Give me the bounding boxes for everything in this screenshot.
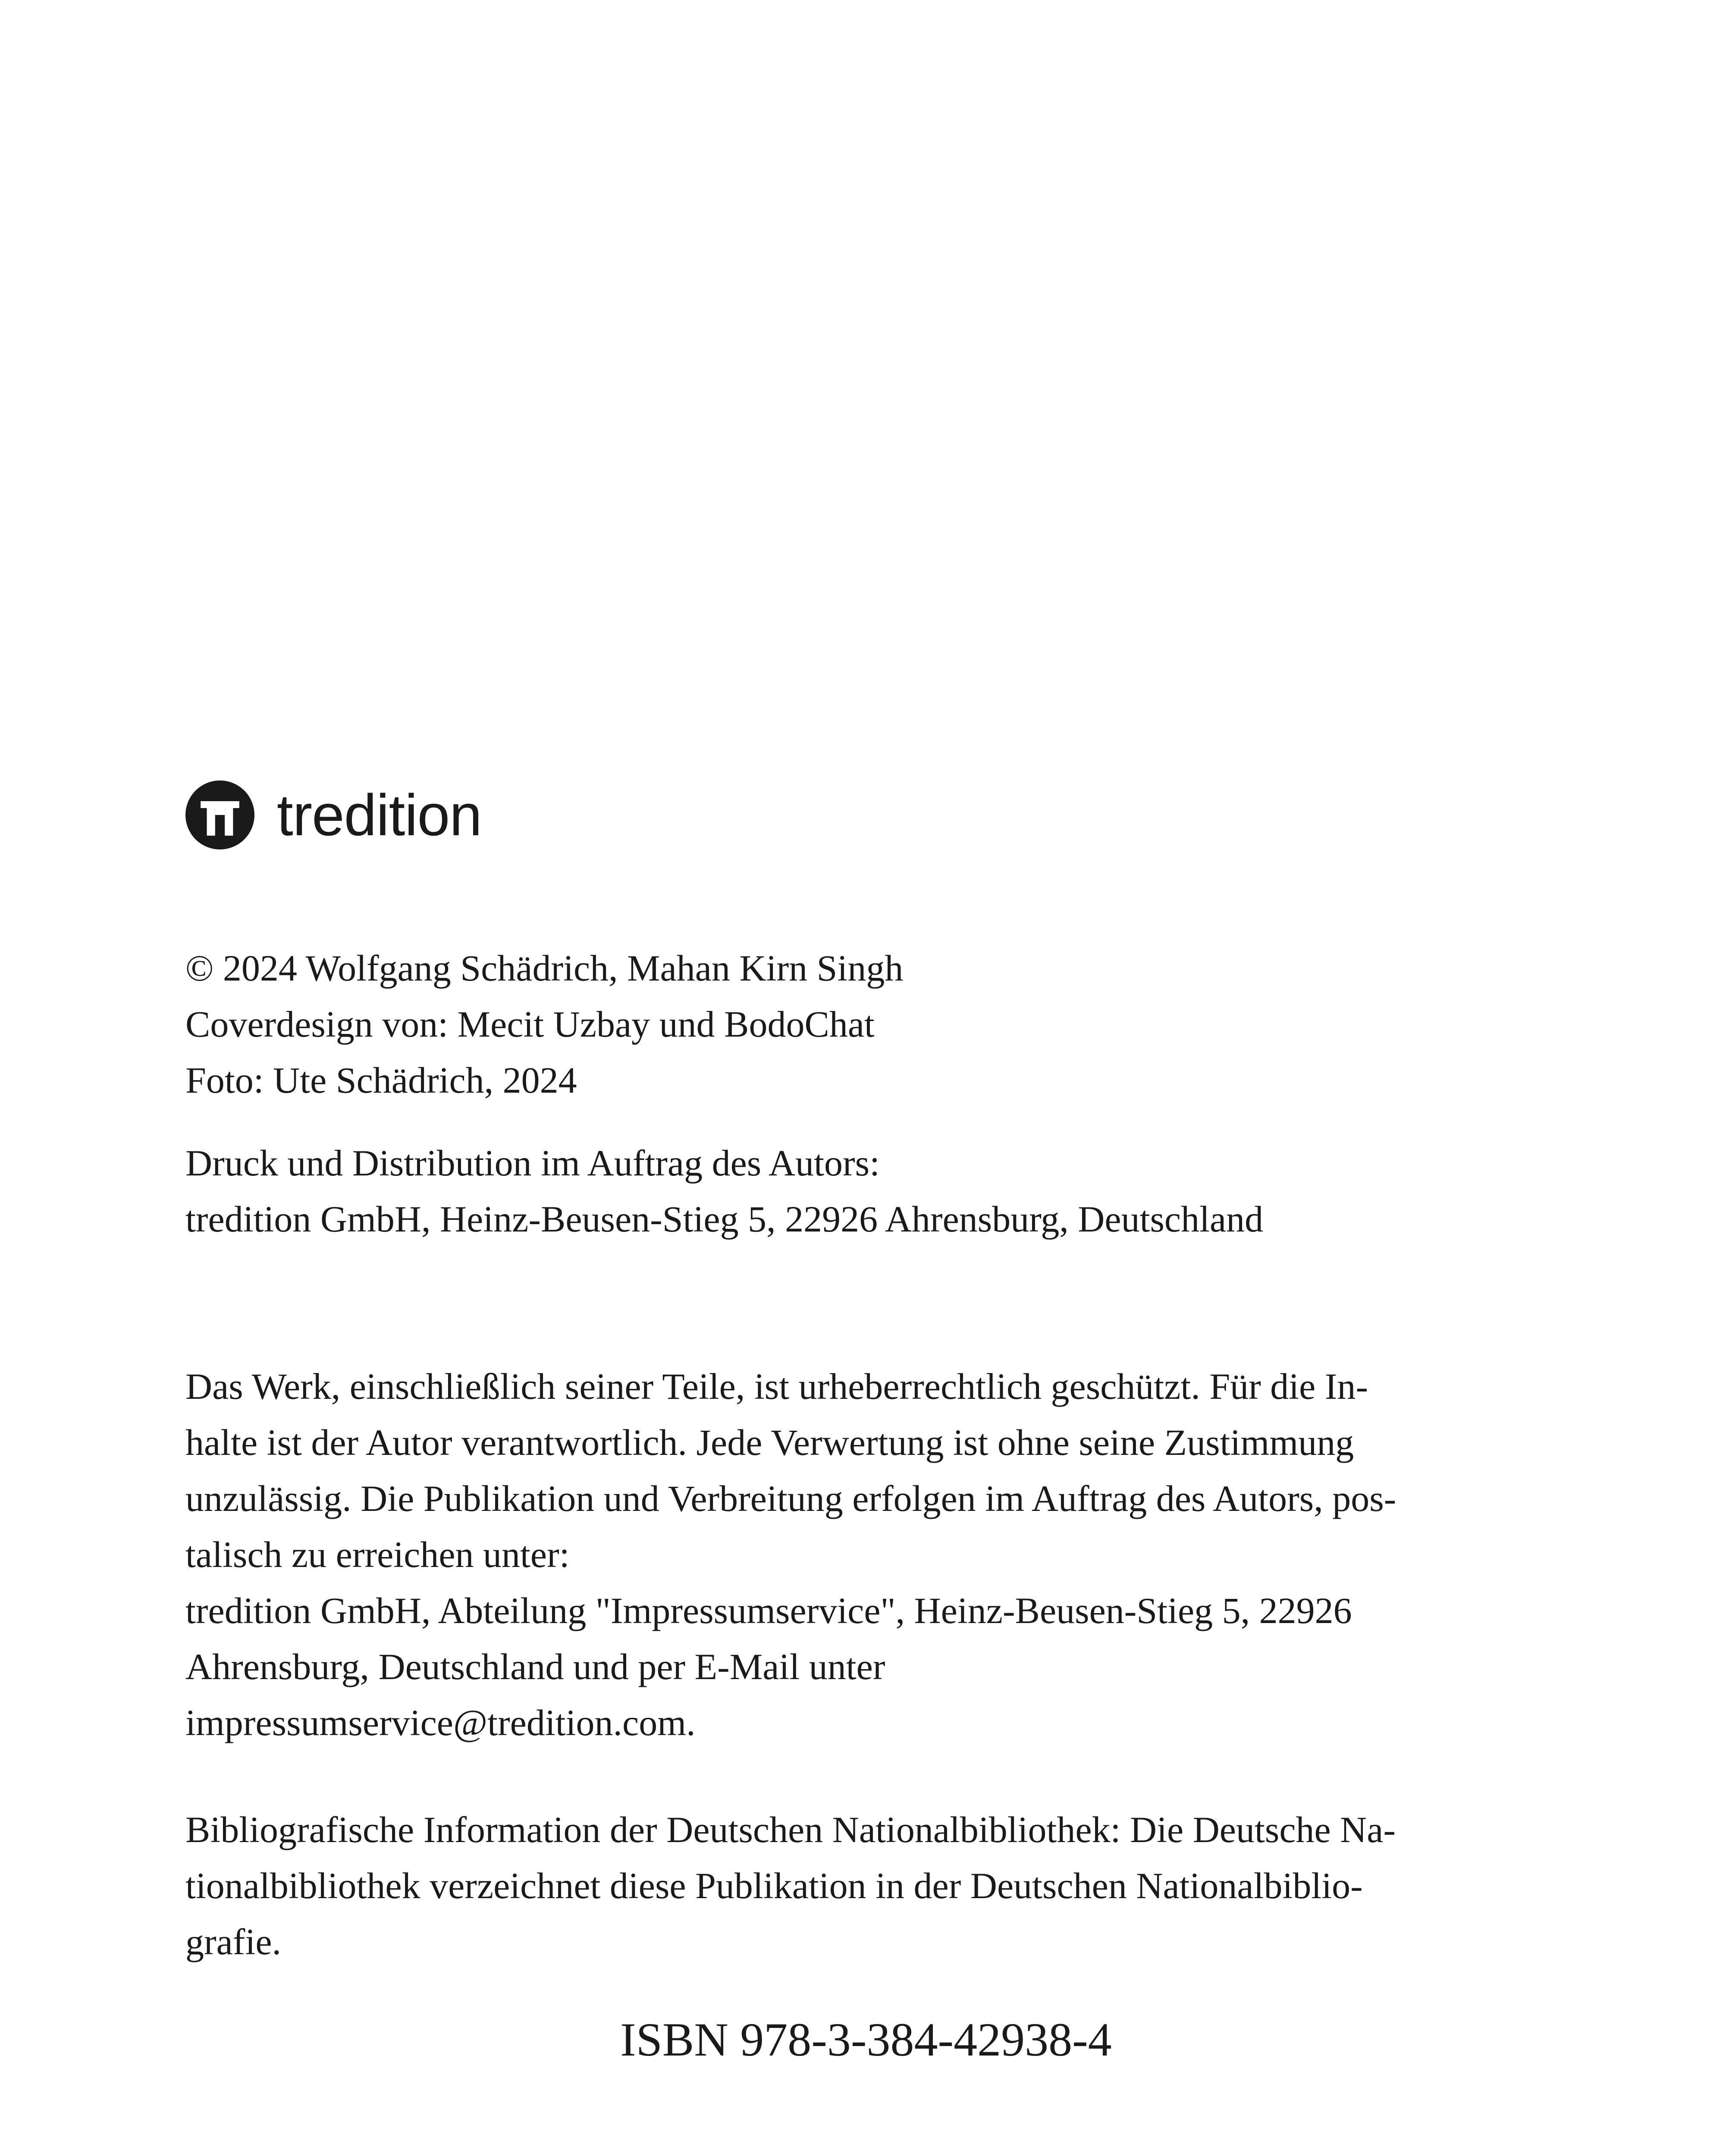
bibliographic-info xyxy=(185,1802,1540,1970)
legal-line: unzulässig. Die Publikation und Verbreitung erfolgen im Auftrag des Autors, pos- xyxy=(185,1478,1396,1519)
biblio-line: grafie. xyxy=(185,1921,282,1962)
email-line: impressumservice@tredition.com. xyxy=(185,1702,696,1743)
legal-line: talisch zu erreichen unter: xyxy=(185,1534,570,1575)
legal-notice xyxy=(185,1358,1540,1751)
logo-wordmark: tredition xyxy=(277,782,482,848)
printing-line: Druck und Distribution im Auftrag des Autors: xyxy=(185,1142,880,1184)
isbn-number: ISBN 978-3-384-42938-4 xyxy=(620,2013,1112,2066)
credits-block xyxy=(185,940,1540,1108)
legal-line: Ahrensburg, Deutschland und per E-Mail unter xyxy=(185,1646,885,1687)
publisher-address-line: tredition GmbH, Heinz-Beusen-Stieg 5, 22926 Ahrensburg, Deutschland xyxy=(185,1198,1264,1240)
cover-design-line: Coverdesign von: Mecit Uzbay und BodoChat xyxy=(185,1003,875,1045)
biblio-line: tionalbibliothek verzeichnet diese Publikation in der Deutschen Nationalbiblio- xyxy=(185,1865,1363,1906)
tredition-logo-icon xyxy=(185,780,254,849)
printing-block xyxy=(185,1135,1540,1247)
copyright-line: © 2024 Wolfgang Schädrich, Mahan Kirn Singh xyxy=(185,947,904,989)
biblio-line: Bibliografische Information der Deutschen Nationalbibliothek: Die Deutsche Na- xyxy=(185,1809,1396,1850)
legal-line: halte ist der Autor verantwortlich. Jede Verwertung ist ohne seine Zustimmung xyxy=(185,1422,1354,1463)
photo-credit-line: Foto: Ute Schädrich, 2024 xyxy=(185,1059,577,1101)
publisher-logo xyxy=(185,780,482,849)
legal-line: Das Werk, einschließlich seiner Teile, ist urheberrechtlich geschützt. Für die In- xyxy=(185,1366,1368,1407)
legal-line: tredition GmbH, Abteilung "Impressumservice", Heinz-Beusen-Stieg 5, 22926 xyxy=(185,1590,1352,1631)
